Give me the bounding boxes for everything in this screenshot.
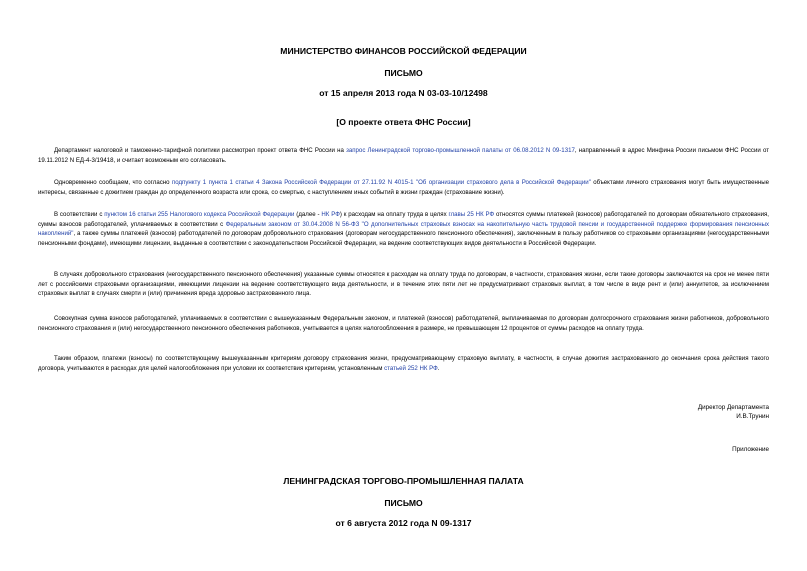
paragraph-3: В соответствии с пунктом 16 статьи 255 Налогового кодекса Российской Федерации (далее - НК РФ) к расходам на оплату труда в целях главы 25 НК РФ относятся суммы платежей (взносов) работодателей по договорам обязательного страхования, суммы взносов работодателей, уплачиваемых в соответствии с Федеральным законом от 30.04.2008 N 56-ФЗ "О дополнительных страховых взносах на накопительную часть трудовой пенсии и государственной поддержке формирования пенсионных накоплений", а также суммы платежей (взносов) работодателей по договорам добровольного страхования (договорам негосударственного пенсионного обеспечения), заключенным в пользу работников со страховыми организациями (негосударственными пенсионными фондами), имеющими лицензии, выданные в соответствии с законодательством Российской Федерации, на ведение соответствующих видов деятельности в Российской Федерации.: [38, 211, 769, 247]
appendix-date-number-heading: от 6 августа 2012 года N 09-1317: [335, 518, 472, 528]
appendix-label: Приложение: [732, 446, 769, 453]
ministry-heading: МИНИСТЕРСТВО ФИНАНСОВ РОССИЙСКОЙ ФЕДЕРАЦИИ: [280, 46, 527, 56]
subject-heading: [О проекте ответа ФНС России]: [336, 117, 471, 127]
signature-name: И.В.Трунин: [736, 413, 769, 420]
link-article-252[interactable]: статьей 252 НК РФ: [384, 364, 438, 372]
doc-type-heading: ПИСЬМО: [384, 68, 423, 78]
link-tax-code-art-255[interactable]: пунктом 16 статьи 255 Налогового кодекса Российской Федерации: [104, 211, 295, 218]
paragraph-4: В случаях добровольного страхования (негосударственного пенсионного обеспечения) указанные суммы относятся к расходам на оплату труда по договорам, в частности, страхования жизни, если такие договоры заключаются на срок не менее пяти лет с российскими страховыми организациями, имеющими лицензии на ведение соответствующего вида деятельности, и в течение этих пяти лет не предусматривают страховых выплат, в том числе в виде рент и (или) аннуитетов, за исключением страховых выплат в случаях смерти и (или) причинения вреда здоровью застрахованного лица.: [38, 271, 769, 297]
link-insurance-law[interactable]: подпункту 1 пункта 1 статьи 4 Закона Российской Федерации от 27.11.92 N 4015-1 "Об организации страхового дела в Российской Федерации": [171, 179, 591, 186]
paragraph-2: Одновременно сообщаем, что согласно подпункту 1 пункта 1 статьи 4 Закона Российской Федерации от 27.11.92 N 4015-1 "Об организации страхового дела в Российской Федерации" объектами личного страхования могут быть имущественные интересы, связанные с дожитием граждан до определенного возраста или срока, со смертью, с наступлением иных событий в жизни граждан (страхование жизни).: [38, 179, 769, 196]
link-lcci-request[interactable]: запрос Ленинградской торгово-промышленной палаты от 06.08.2012 N 09-1317: [346, 147, 575, 154]
date-number-heading: от 15 апреля 2013 года N 03-03-10/12498: [319, 88, 488, 98]
link-federal-law-56[interactable]: Федеральным законом от 30.04.2008 N 56-ФЗ "О дополнительных страховых взносах на накопительную часть трудовой пенсии и государственной поддержке формирования пенсионных накоплений": [38, 220, 769, 237]
signature-position: Директор Департамента: [697, 404, 769, 411]
paragraph-1: Департамент налоговой и таможенно-тарифной политики рассмотрел проект ответа ФНС России на запрос Ленинградской торгово-промышленной палаты от 06.08.2012 N 09-1317, направленный в адрес Минфина России письмом ФНС России от 19.11.2012 N ЕД-4-3/19418, и считает возможным его согласовать.: [38, 147, 769, 164]
link-chapter-25[interactable]: главы 25 НК РФ: [448, 211, 495, 218]
paragraph-6: Таким образом, платежи (взносы) по соответствующему вышеуказанным критериям договору страхования жизни, предусматривающему страховую выплату, в частности, в случае дожития застрахованного до окончания срока действия такого договора, учитываются в расходах для целей налогообложения при условии их соответствия критериям, установленным статьей 252 НК РФ.: [38, 355, 769, 372]
link-nk-rf[interactable]: НК РФ: [321, 211, 340, 218]
paragraph-5: Совокупная сумма взносов работодателей, уплачиваемых в соответствии с вышеуказанным Федеральным законом, и платежей (взносов) работодателей, выплачиваемая по договорам долгосрочного страхования жизни работников, добровольного пенсионного страхования и (или) негосударственного пенсионного обеспечения работников, учитывается в целях налогообложения в размере, не превышающем 12 процентов от суммы расходов на оплату труда.: [38, 315, 769, 332]
appendix-doc-type-heading: ПИСЬМО: [384, 498, 423, 508]
appendix-org-heading: ЛЕНИНГРАДСКАЯ ТОРГОВО-ПРОМЫШЛЕННАЯ ПАЛАТА: [283, 476, 524, 486]
